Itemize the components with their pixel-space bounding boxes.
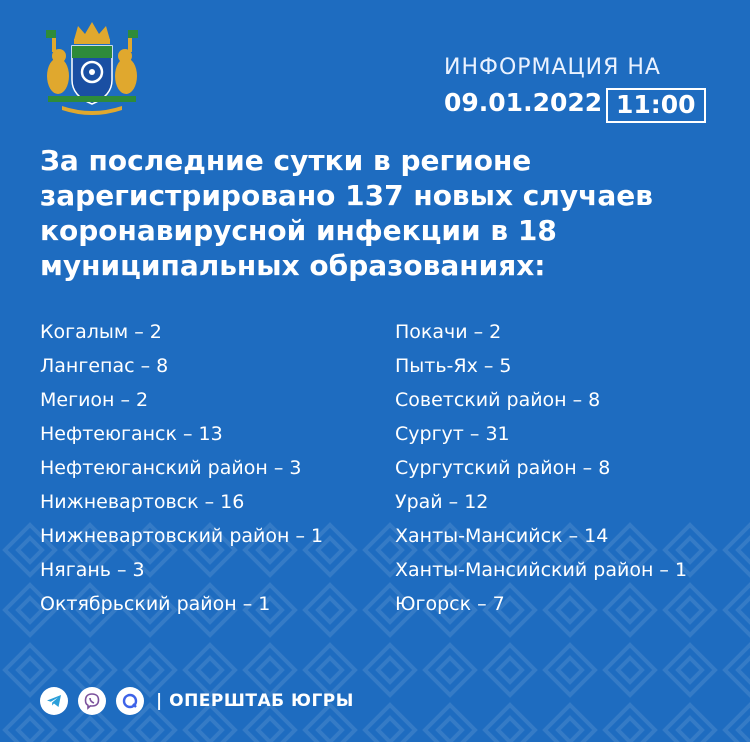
list-item: Урай – 12 — [395, 491, 489, 513]
list-item: Мегион – 2 — [40, 389, 149, 411]
tamtam-icon[interactable] — [116, 687, 144, 715]
telegram-icon[interactable] — [40, 687, 68, 715]
list-item: Сургутский район – 8 — [395, 457, 611, 479]
list-item: Нижневартовский район – 1 — [40, 525, 324, 547]
list-item: Пыть-Ях – 5 — [395, 355, 512, 377]
list-item: Покачи – 2 — [395, 321, 502, 343]
coat-of-arms-emblem — [38, 18, 146, 118]
right-municipality-list — [395, 320, 687, 626]
list-item: Югорск – 7 — [395, 593, 505, 615]
list-item: Ханты-Мансийский район – 1 — [395, 559, 688, 581]
info-label: ИНФОРМАЦИЯ НА — [444, 55, 661, 80]
list-item: Нефтеюганск – 13 — [40, 423, 223, 445]
list-item: Сургут – 31 — [395, 423, 510, 445]
list-item: Лангепас – 8 — [40, 355, 169, 377]
headline: За последние сутки в регионе зарегистрировано 137 новых случаев коронавирусной инфекции в 18 муниципальных образованиях: — [40, 144, 653, 282]
left-municipality-list — [40, 320, 323, 626]
viber-icon[interactable] — [78, 687, 106, 715]
list-item: Октябрьский район – 1 — [40, 593, 271, 615]
list-item: Когалым – 2 — [40, 321, 162, 343]
list-item: Нягань – 3 — [40, 559, 145, 581]
footer — [40, 687, 354, 715]
footer-channel-name: | ОПЕРШТАБ ЮГРЫ — [156, 691, 354, 711]
list-item: Нижневартовск – 16 — [40, 491, 245, 513]
list-item: Советский район – 8 — [395, 389, 601, 411]
list-item: Ханты-Мансийск – 14 — [395, 525, 609, 547]
info-time: 11:00 — [606, 88, 706, 123]
info-date: 09.01.2022 — [444, 88, 603, 117]
list-item: Нефтеюганский район – 3 — [40, 457, 302, 479]
